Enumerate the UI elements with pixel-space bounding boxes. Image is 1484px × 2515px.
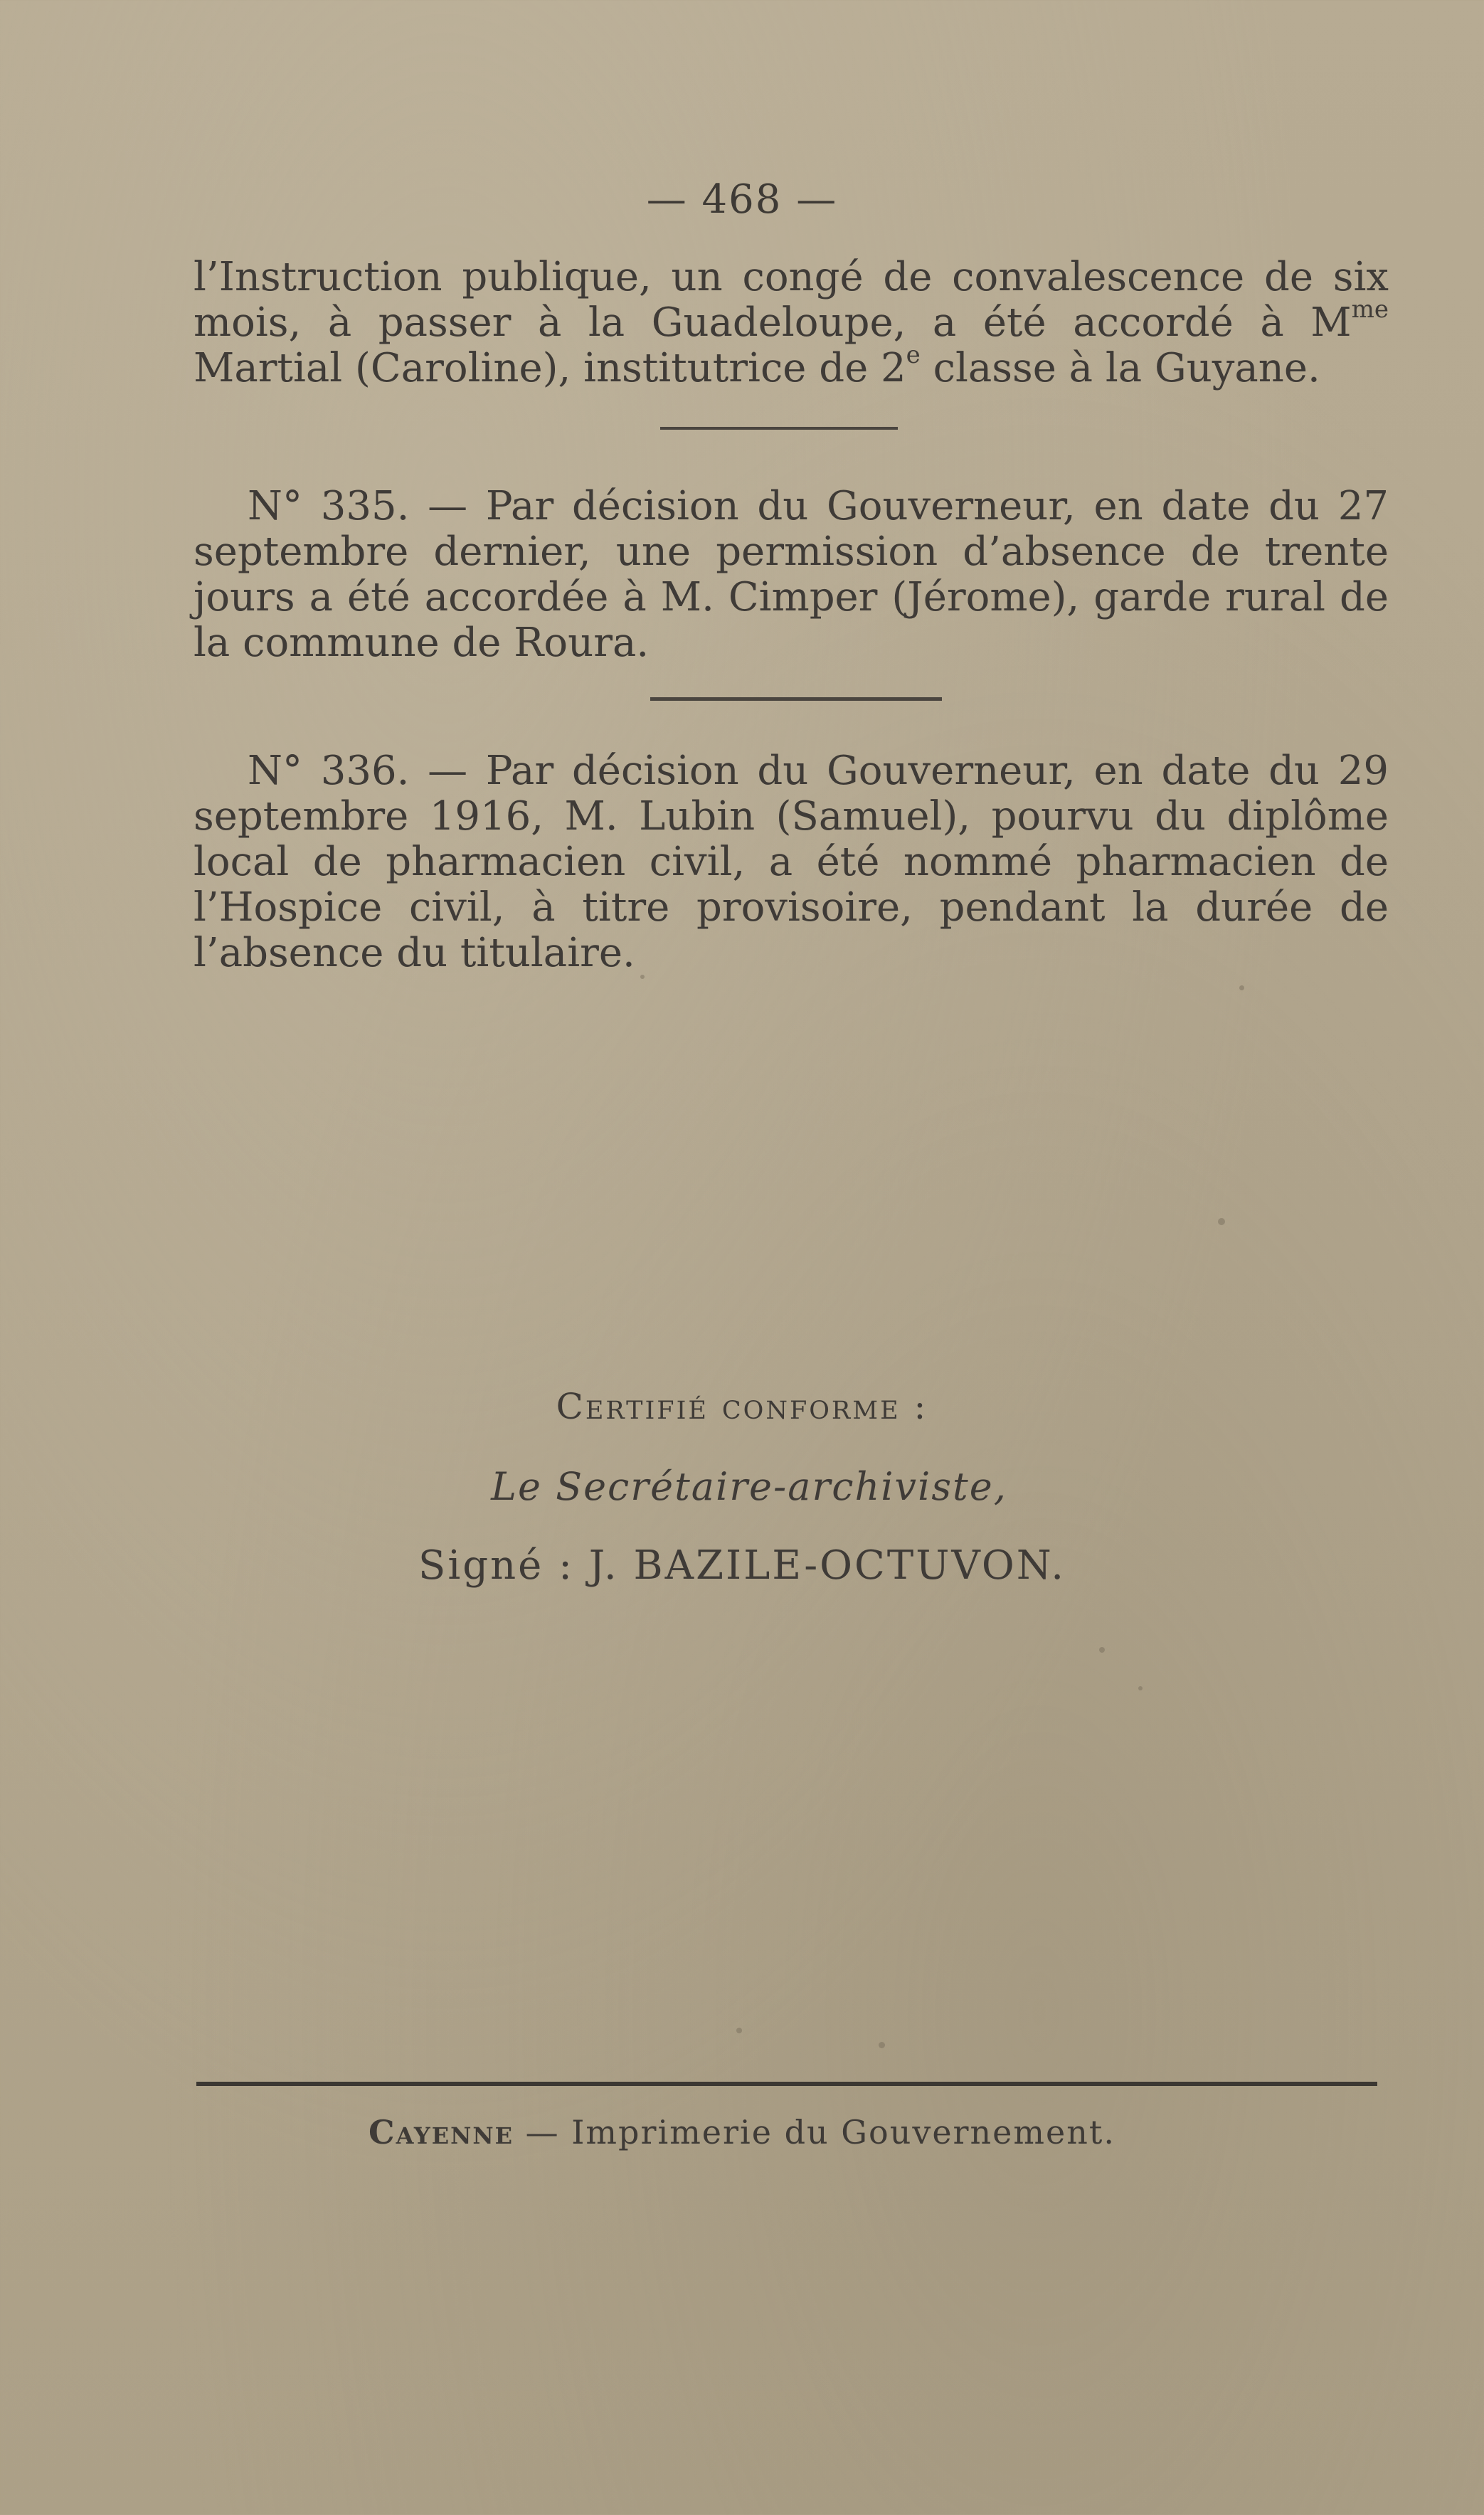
certification-heading: Certifié conforme : [556, 1386, 928, 1427]
paragraph-text: N° 336. — Par décision du Gouverneur, en date du 29 septembre 1916, M. Lubin (Samuel), pourvu du diplôme local de pharmacien civil, a été nommé pharmacien de l’Hospice civil, à titre provisoire, pendant la durée de l’absence du titulaire. [194, 748, 1389, 976]
para1-line-2-tail: Martial (Caroline), [194, 345, 571, 391]
section-divider [660, 427, 898, 430]
paper-speck [1138, 1686, 1143, 1690]
printer-imprint [0, 2113, 1484, 2151]
para1-line-3: institutrice de 2 [583, 345, 906, 391]
paper-speck [640, 975, 645, 979]
footer-divider [196, 2082, 1377, 2086]
para1-superscript-me: me [1351, 295, 1389, 324]
paragraph-congé-convalescence [194, 255, 1389, 391]
page-number: — 468 — [646, 176, 838, 223]
imprint-place: Cayenne [369, 2113, 514, 2151]
para1-line-1: l’Instruction publique, un congé de convalescence de six mois, [194, 254, 1389, 346]
paragraph-decision-336 [194, 748, 1389, 976]
paper-speck [1218, 1218, 1225, 1225]
certification-signature: Signé : J. BAZILE-OCTUVON. [418, 1542, 1066, 1589]
para1-line-2: à passer à la Guadeloupe, a été accordé à M [327, 300, 1352, 346]
paper-speck [1239, 985, 1244, 990]
imprint-printer: Imprimerie du Gouvernement. [571, 2113, 1115, 2151]
para1-superscript-e: e [906, 341, 921, 370]
paper-speck [879, 2042, 885, 2048]
section-divider [650, 697, 942, 701]
paper-speck [736, 2028, 742, 2033]
imprint-separator: — [514, 2113, 572, 2151]
paper-speck [1099, 1647, 1105, 1653]
paragraph-decision-335 [194, 484, 1389, 666]
certification-role: Le Secrétaire-archiviste, [491, 1464, 1007, 1509]
para1-line-3-tail: classe à la Guyane. [920, 345, 1320, 391]
paragraph-text: N° 335. — Par décision du Gouverneur, en date du 27 septembre dernier, une permission d’absence de trente jours a été accordée à M. Cimper (Jérome), garde rural de la commune de Roura. [194, 483, 1389, 666]
